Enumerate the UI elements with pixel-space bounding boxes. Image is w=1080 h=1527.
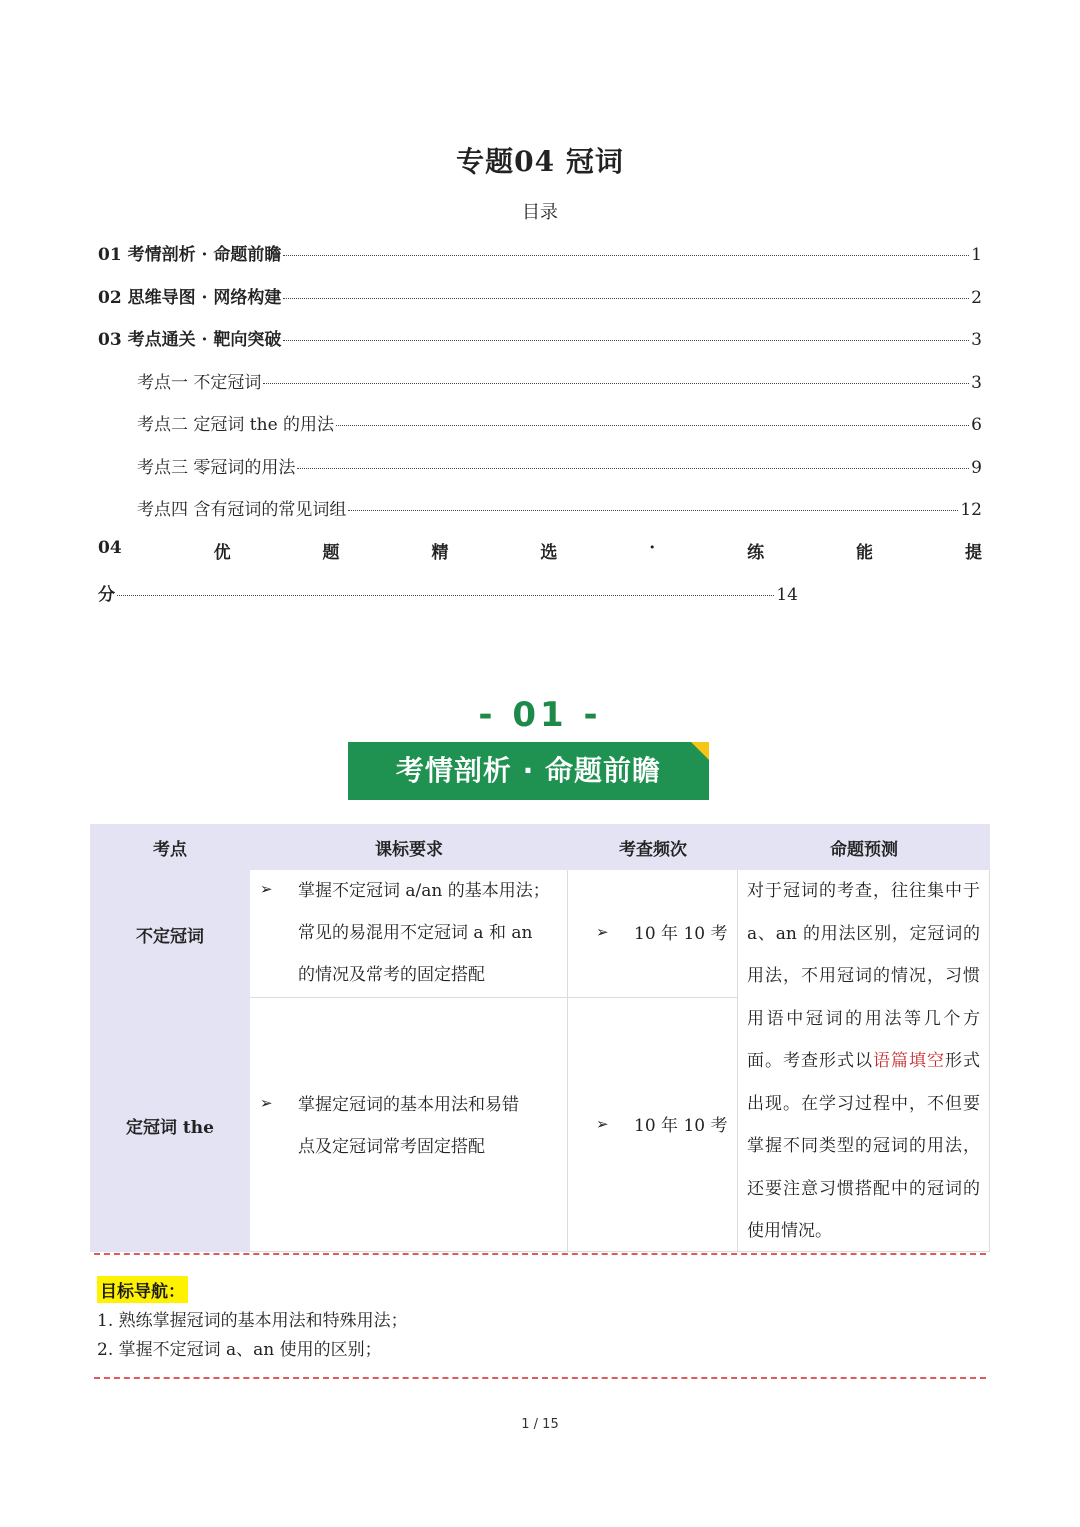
toc-leader-dots [348, 510, 958, 511]
section-number: - 01 - [478, 695, 602, 735]
row1-requirement-cell [250, 870, 568, 998]
row-topic-definite: 定冠词 the [90, 998, 250, 1252]
toc-leader-dots [336, 425, 969, 426]
toc-entry-page: 6 [971, 415, 982, 435]
toc-leader-dots [283, 298, 969, 299]
toc-entry-02[interactable] [98, 283, 982, 308]
bullet-arrow-icon: ➢ [596, 1115, 609, 1133]
toc-entry-label: 考点一 不定冠词 [137, 373, 262, 393]
toc-entry-label: 考点四 含有冠词的常见词组 [137, 500, 347, 520]
toc-leader-dots [263, 383, 969, 384]
page-number: 1 / 15 [521, 1417, 559, 1432]
toc-spread-part: 能 [856, 543, 874, 563]
toc-entry-03[interactable] [98, 325, 982, 350]
requirement-line: 掌握定冠词的基本用法和易错 [298, 1095, 519, 1115]
toc-heading: 目录 [522, 202, 558, 223]
exam-analysis-table [90, 824, 990, 1252]
goal-label: 目标导航： [97, 1276, 188, 1303]
toc-spread-part: 练 [747, 543, 765, 563]
toc-entry-01[interactable] [98, 240, 982, 265]
toc-entry-page: 3 [971, 373, 982, 393]
toc-spread-part: 提 [964, 543, 982, 563]
toc-entry-04-spread[interactable] [98, 538, 982, 563]
document-title: 专题04 冠词 [456, 145, 624, 178]
row2-frequency-cell [568, 998, 738, 1252]
toc-leader-dots [297, 468, 969, 469]
toc-leader-dots [117, 595, 774, 596]
toc-subentry-1[interactable] [137, 368, 982, 393]
toc-subentry-2[interactable] [137, 410, 982, 435]
dashed-divider-top [94, 1253, 986, 1255]
bullet-arrow-icon: ➢ [596, 923, 609, 941]
banner-corner-decoration [691, 742, 709, 760]
toc-leader-dots [283, 255, 969, 256]
toc-entry-page: 3 [971, 330, 982, 350]
goal-item-2: 2. 掌握不定冠词 a、an 使用的区别； [97, 1340, 382, 1360]
toc-entry-label: 03 考点通关 · 靶向突破 [98, 330, 282, 350]
toc-subentry-4[interactable] [137, 495, 982, 520]
goal-item-1: 1. 熟练掌握冠词的基本用法和特殊用法； [97, 1311, 408, 1331]
requirement-line: 点及定冠词常考固定搭配 [298, 1137, 485, 1157]
table-header-requirement: 课标要求 [250, 824, 568, 870]
toc-spread-part: · [649, 538, 656, 558]
toc-spread-part: 精 [431, 543, 449, 563]
row2-requirement-cell [250, 998, 568, 1252]
table-header-prediction: 命题预测 [738, 824, 990, 870]
row-topic-indefinite: 不定冠词 [90, 870, 250, 998]
table-header-frequency: 考查频次 [568, 824, 738, 870]
prediction-text [747, 870, 980, 1253]
toc-entry-label: 01 考情剖析 · 命题前瞻 [98, 245, 282, 265]
prediction-cell [738, 870, 990, 1252]
requirement-line: 常见的易混用不定冠词 a 和 an [298, 923, 533, 943]
section-banner [348, 742, 709, 800]
toc-entry-page: 2 [971, 288, 982, 308]
toc-entry-page: 1 [971, 245, 982, 265]
frequency-text: 10 年 10 考 [634, 1116, 728, 1136]
toc-subentry-3[interactable] [137, 453, 982, 478]
toc-entry-label: 分 [98, 585, 115, 605]
dashed-divider-bottom [94, 1377, 986, 1379]
requirement-line: 掌握不定冠词 a/an 的基本用法； [298, 881, 550, 901]
toc-entry-page: 14 [776, 585, 798, 605]
table-header-topic: 考点 [90, 824, 250, 870]
toc-entry-page: 12 [960, 500, 982, 520]
frequency-text: 10 年 10 考 [634, 924, 728, 944]
toc-entry-page: 9 [971, 458, 982, 478]
bullet-arrow-icon: ➢ [260, 880, 273, 898]
section-banner-text: 考情剖析 · 命题前瞻 [395, 754, 662, 787]
requirement-line: 的情况及常考的固定搭配 [298, 965, 485, 985]
toc-entry-04-tail[interactable] [98, 580, 798, 605]
toc-spread-part: 题 [322, 543, 340, 563]
prediction-text-part1: 对于冠词的考查，往往集中于 a、an 的用法区别，定冠词的用法，不用冠词的情况，习惯用语中冠词的用法等几个方面。考查形式以 [747, 881, 980, 1071]
toc-entry-label: 考点二 定冠词 the 的用法 [137, 415, 335, 435]
toc-entry-label: 02 思维导图 · 网络构建 [98, 288, 282, 308]
row1-frequency-cell [568, 870, 738, 998]
toc-spread-part: 选 [540, 543, 558, 563]
toc-entry-label: 考点三 零冠词的用法 [137, 458, 296, 478]
bullet-arrow-icon: ➢ [260, 1094, 273, 1112]
toc-spread-part: 04 [98, 538, 122, 558]
toc-leader-dots [283, 340, 969, 341]
prediction-highlight: 语篇填空 [873, 1051, 945, 1071]
prediction-text-part2: 形式出现。在学习过程中，不但要掌握不同类型的冠词的用法，还要注意习惯搭配中的冠词的使用情况。 [747, 1051, 980, 1241]
toc-spread-part: 优 [213, 543, 231, 563]
